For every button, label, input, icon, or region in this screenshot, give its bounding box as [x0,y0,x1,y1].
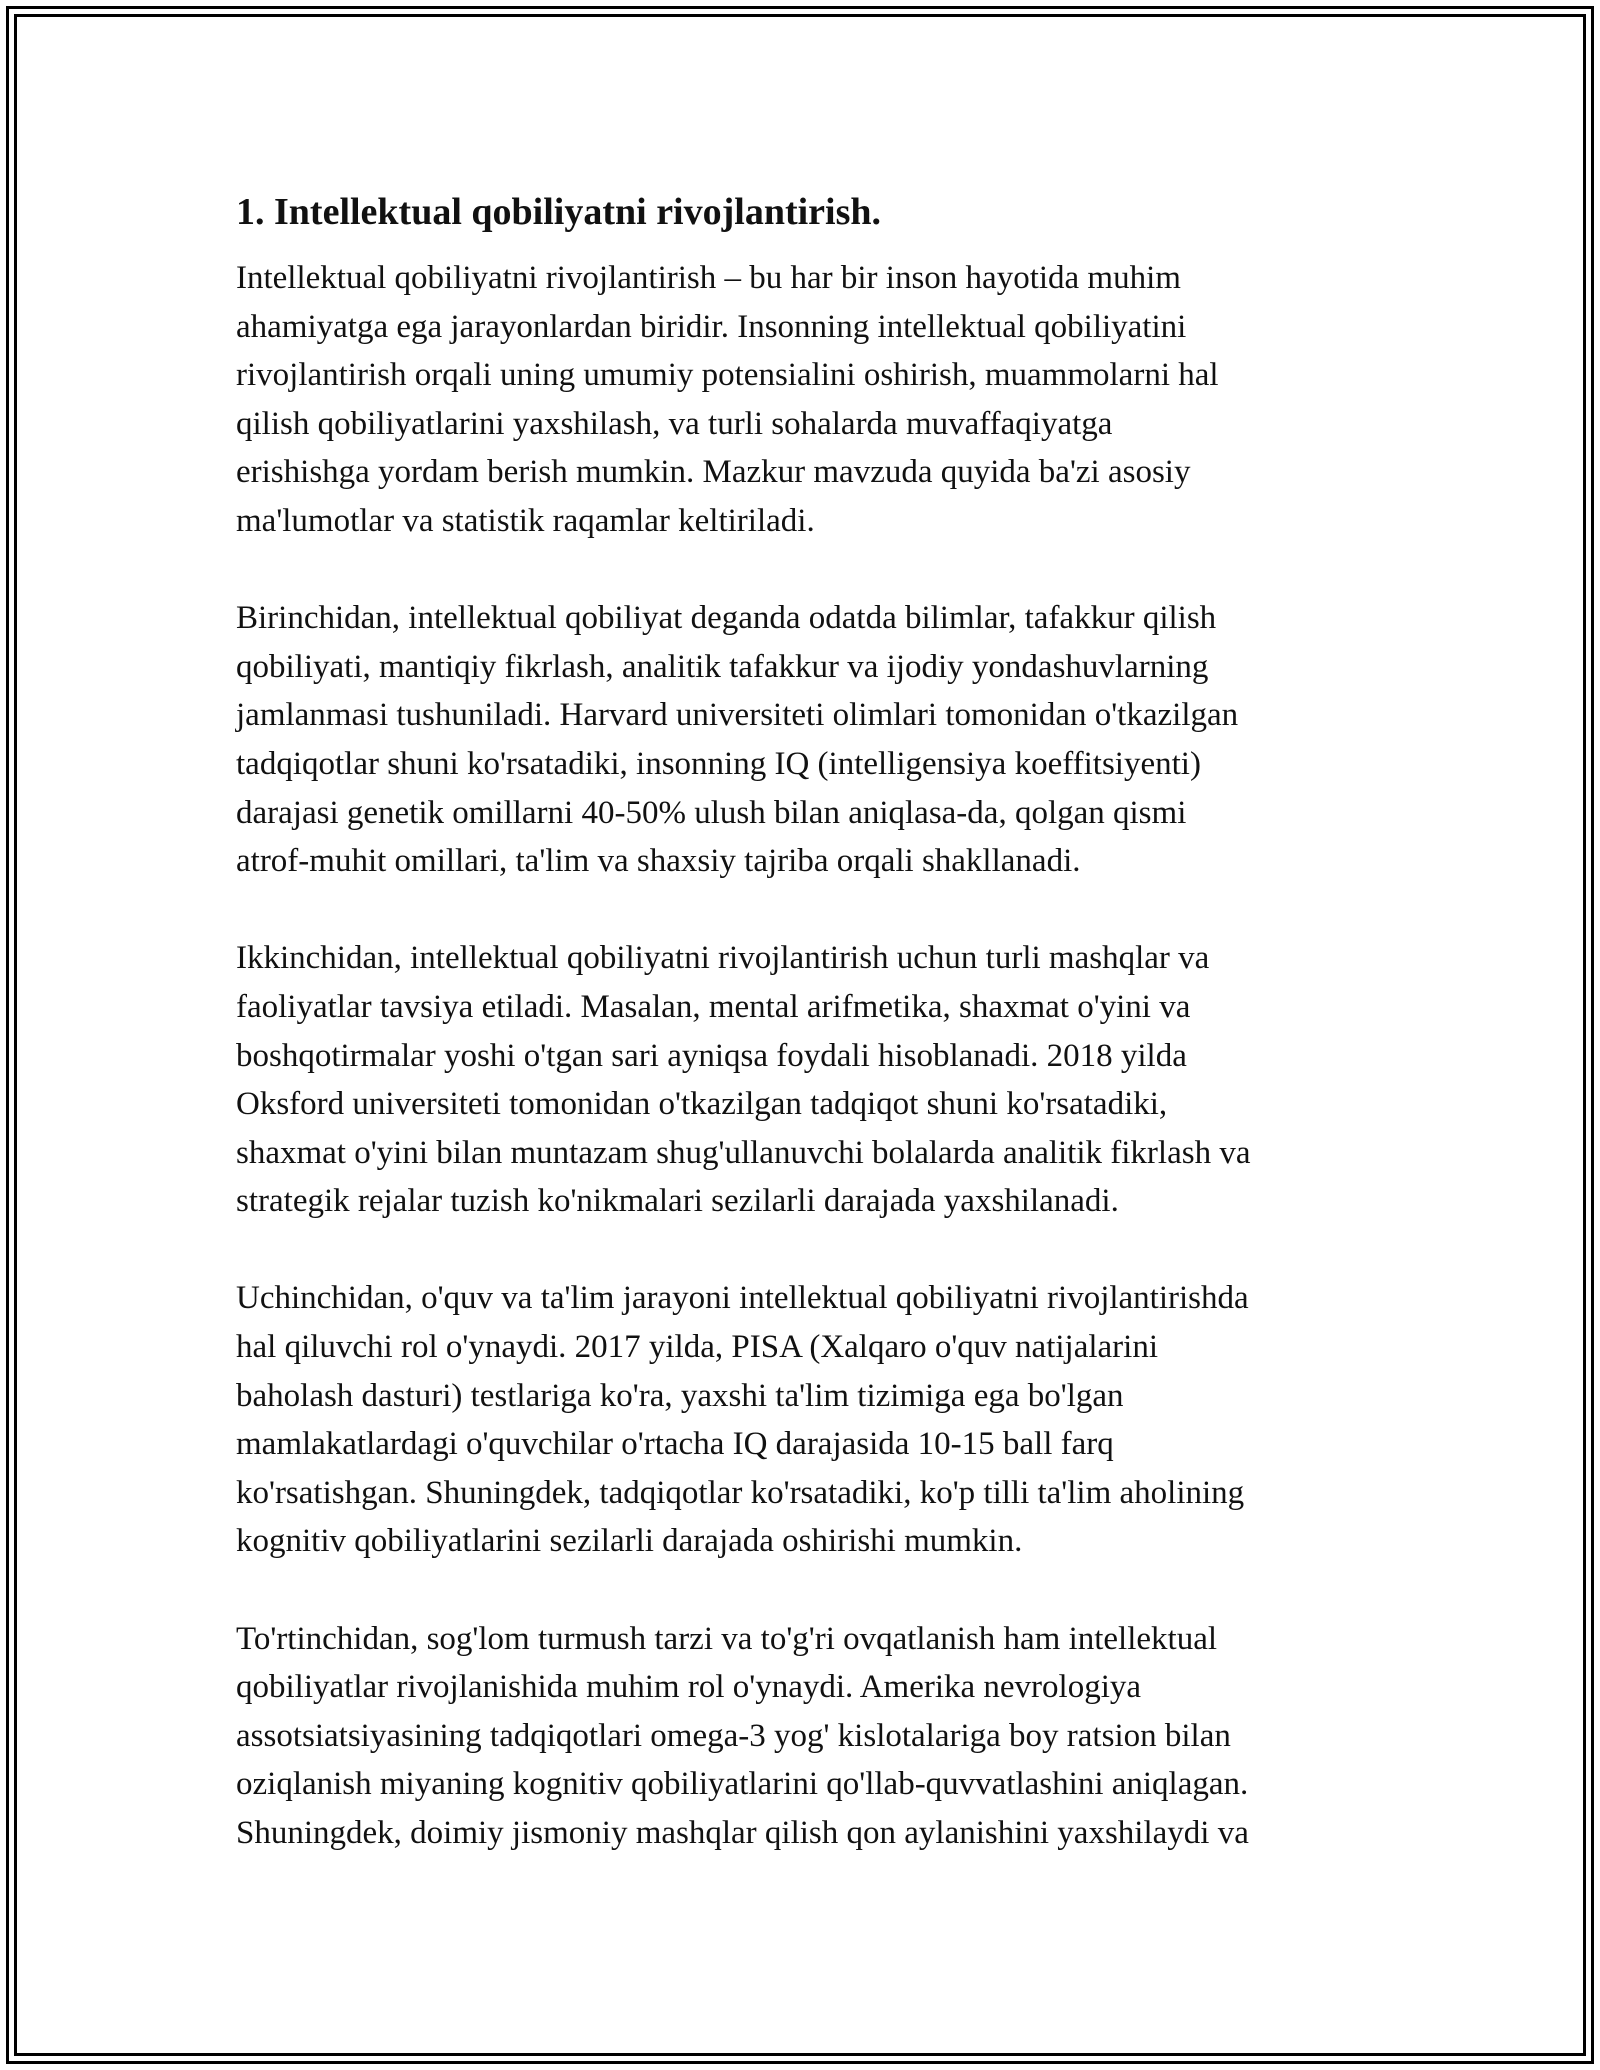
text-line: kognitiv qobiliyatlarini sezilarli darajada oshirishi mumkin. [236,1523,1023,1560]
text-line: darajasi genetik omillarni 40-50% ulush bilan aniqlasa-da, qolgan qismi [236,794,1187,831]
text-line: tadqiqotlar shuni ko'rsatadiki, insonning IQ (intelligensiya koeffitsiyenti) [236,745,1201,782]
text-line: To'rtinchidan, sog'lom turmush tarzi va to'g'ri ovqatlanish ham intellektual [236,1620,1218,1657]
text-line: mamlakatlardagi o'quvchilar o'rtacha IQ darajasida 10-15 ball farq [236,1426,1114,1463]
text-line: Shuningdek, doimiy jismoniy mashqlar qilish qon aylanishini yaxshilaydi va [236,1815,1249,1851]
text-line: strategik rejalar tuzish ko'nikmalari sezilarli darajada yaxshilanadi. [236,1183,1119,1220]
text-line: faoliyatlar tavsiya etiladi. Masalan, mental arifmetika, shaxmat o'yini va [236,988,1191,1025]
text-line: qobiliyatlar rivojlanishida muhim rol o'ynaydi. Amerika nevrologiya [236,1669,1142,1706]
text-line: shaxmat o'yini bilan muntazam shug'ullanuvchi bolalarda analitik fikrlash va [236,1134,1251,1171]
text-line: ko'rsatishgan. Shuningdek, tadqiqotlar ko'rsatadiki, ko'p tilli ta'lim aholining [236,1474,1245,1511]
text-line: ma'lumotlar va statistik raqamlar keltiriladi. [236,502,815,539]
text-line: Oksford universiteti tomonidan o'tkazilgan tadqiqot shuni ko'rsatadiki, [236,1086,1168,1123]
text-line: Intellektual qobiliyatni rivojlantirish – bu har bir inson hayotida muhim [236,260,1181,296]
text-line: Ikkinchidan, intellektual qobiliyatni rivojlantirish uchun turli mashqlar va [236,940,1210,977]
paragraph-second [236,934,1366,1226]
text-line: qobiliyati, mantiqiy fikrlash, analitik tafakkur va ijodiy yondashuvlarning [236,648,1209,685]
paragraph-fourth [236,1615,1366,1858]
text-line: Uchinchidan, o'quv va ta'lim jarayoni intellektual qobiliyatni rivojlantirishda [236,1280,1249,1317]
text-line: hal qiluvchi rol o'ynaydi. 2017 yilda, PISA (Xalqaro o'quv natijalarini [236,1329,1158,1366]
text-line: rivojlantirish orqali uning umumiy potensialini oshirish, muammolarni hal [236,357,1219,394]
text-line: baholash dasturi) testlariga ko'ra, yaxshi ta'lim tizimiga ega bo'lgan [236,1377,1124,1414]
text-line: jamlanmasi tushuniladi. Harvard universiteti olimlari tomonidan o'tkazilgan [236,697,1239,734]
text-line: erishishga yordam berish mumkin. Mazkur mavzuda quyida ba'zi asosiy [236,454,1191,491]
section-title: 1. Intellektual qobiliyatni rivojlantirish. [236,191,882,233]
document-body [236,186,1366,1906]
text-line: ahamiyatga ega jarayonlardan biridir. Insonning intellektual qobiliyatini [236,308,1187,345]
text-line: oziqlanish miyaning kognitiv qobiliyatlarini qo'llab-quvvatlashini aniqlagan. [236,1766,1249,1803]
text-line: qilish qobiliyatlarini yaxshilash, va turli sohalarda muvaffaqiyatga [236,405,1113,442]
text-line: assotsiatsiyasining tadqiqotlari omega-3 yog' kislotalariga boy ratsion bilan [236,1717,1231,1754]
paragraph-third [236,1274,1366,1566]
text-line: boshqotirmalar yoshi o'tgan sari ayniqsa foydali hisoblanadi. 2018 yilda [236,1037,1187,1074]
text-line: Birinchidan, intellektual qobiliyat deganda odatda bilimlar, tafakkur qilish [236,600,1217,637]
paragraph-intro [236,254,1366,546]
paragraph-first [236,594,1366,886]
text-line: atrof-muhit omillari, ta'lim va shaxsiy tajriba orqali shakllanadi. [236,843,1081,880]
